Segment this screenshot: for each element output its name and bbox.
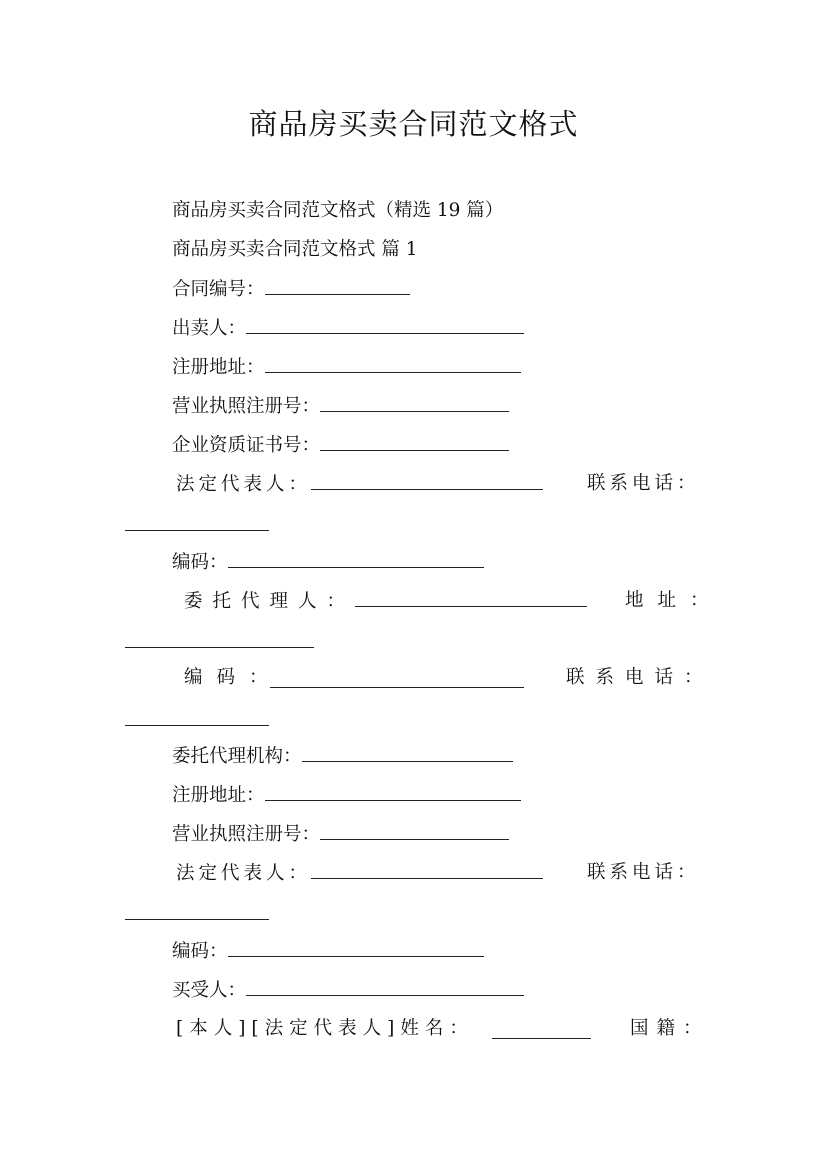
postcode-row-1 [172,549,484,575]
qualification-no-blank[interactable] [320,432,509,451]
legal-rep-blank[interactable] [311,471,543,490]
qualification-no-label: 企业资质证书号： [172,435,321,456]
legal-rep-label: 法定代表人： [176,474,312,495]
phone-blank-1[interactable] [125,510,269,531]
name-blank[interactable] [492,1018,591,1039]
reg-address-row-2 [172,782,521,808]
phone-label-2: 联系电话： [566,667,714,688]
reg-address-row [172,354,521,380]
license-no-label: 营业执照注册号： [172,396,321,417]
reg-address-label-2: 注册地址： [172,785,265,806]
contract-no-row [172,276,410,302]
reg-address-blank-2[interactable] [265,782,521,801]
agent-label: 委托代理人： [184,591,356,612]
seller-blank[interactable] [246,315,524,334]
name-row [176,1016,474,1042]
license-no-blank[interactable] [320,393,509,412]
buyer-label: 买受人： [172,980,247,1001]
agency-row [172,743,513,769]
agency-blank[interactable] [302,743,513,762]
phone-label-1: 联系电话： [587,473,700,494]
document-title: 商品房买卖合同范文格式 [248,107,579,141]
buyer-blank[interactable] [246,977,524,996]
postcode-blank-3[interactable] [228,938,484,957]
license-no-row-2 [172,821,509,847]
agent-row [184,588,587,614]
phone-label-3: 联系电话： [587,862,700,883]
nationality-label: 国籍： [630,1018,710,1039]
postcode-label-3: 编码： [172,941,228,962]
contract-no-label: 合同编号： [172,279,265,300]
legal-rep-row [176,471,543,497]
license-no-blank-2[interactable] [320,821,509,840]
qualification-no-row [172,432,509,458]
address-blank[interactable] [125,627,314,648]
license-no-row [172,393,509,419]
postcode-blank-2[interactable] [270,667,524,688]
postcode-label-2: 编码： [184,667,282,688]
postcode-row-2 [184,665,282,691]
contract-no-blank[interactable] [265,276,410,295]
agent-blank[interactable] [355,588,587,607]
agency-label: 委托代理机构： [172,746,302,767]
seller-label: 出卖人： [172,318,247,339]
subtitle: 商品房买卖合同范文格式（精选 19 篇） [172,200,504,221]
phone-blank-3[interactable] [125,899,269,920]
seller-row [172,315,524,341]
section-heading: 商品房买卖合同范文格式 篇 1 [172,239,418,260]
buyer-row [172,977,524,1003]
license-no-label-2: 营业执照注册号： [172,824,321,845]
postcode-blank-1[interactable] [228,549,484,568]
legal-rep-row-2 [176,860,543,886]
legal-rep-blank-2[interactable] [311,860,543,879]
phone-blank-2[interactable] [125,705,269,726]
reg-address-blank[interactable] [265,354,521,373]
postcode-row-3 [172,938,484,964]
name-label: [本人][法定代表人]姓名： [176,1018,474,1039]
postcode-label-1: 编码： [172,552,228,573]
address-label: 地址： [625,590,723,611]
reg-address-label: 注册地址： [172,357,265,378]
legal-rep-label-2: 法定代表人： [176,863,312,884]
